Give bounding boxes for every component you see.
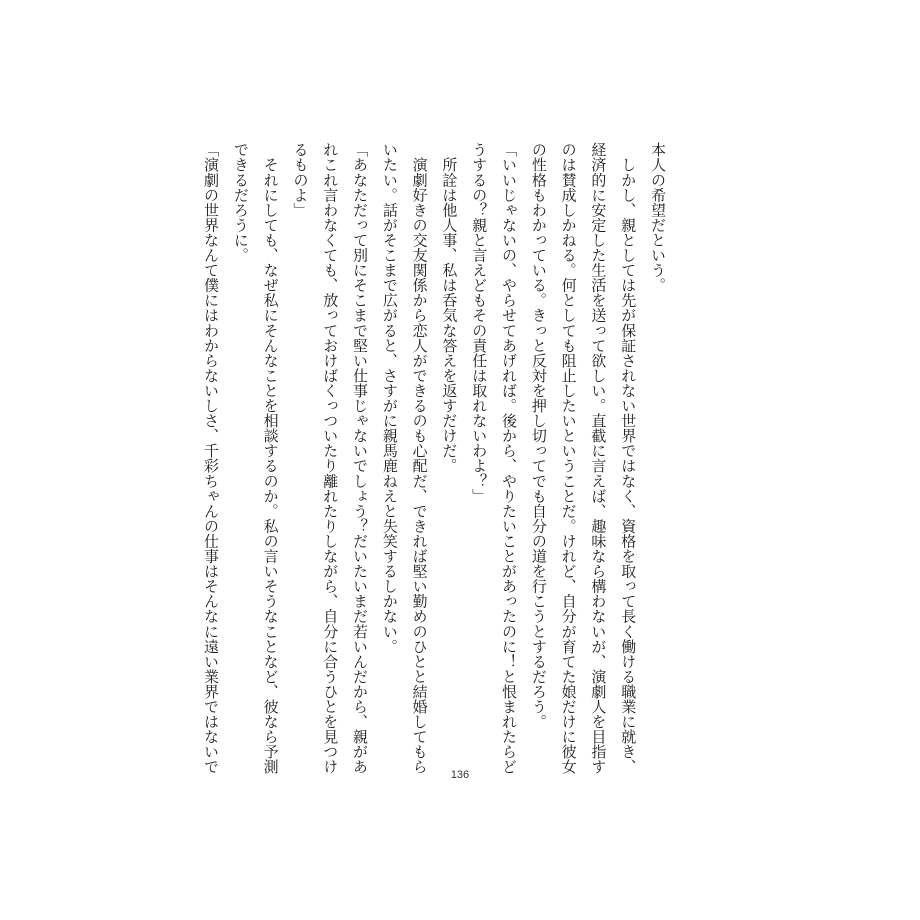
text-line: 経済的に安定した生活を送って欲しい。直截に言えば、趣味なら構わないが、演劇人を目指す (589, 142, 608, 775)
text-line: 演劇好きの交友関係から恋人ができるのも心配だ、できれば堅い勤めのひとと結婚してもら (410, 142, 429, 775)
text-line: 「いいじゃないの、やらせてあげれば。後から、やりたいことがあったのに！と恨まれたらど (500, 142, 519, 775)
text-line: それにしても、なぜ私にそんなことを相談するのか。私の言いそうなことなど、彼なら予測 (261, 142, 280, 775)
text-line: のは賛成しかねる。何としても阻止したいということだ。けれど、自分が育てた娘だけに彼女 (559, 142, 578, 775)
text-line: うするの？親と言えどもその責任は取れないわよ？」 (470, 142, 489, 504)
text-line: しかし、親としては先が保証されない世界ではなく、資格を取って長く働ける職業に就き、 (619, 142, 638, 775)
text-line: 「演劇の世界なんて僕にはわからないしさ、千彩ちゃんの仕事はそんなに遠い業界ではないで (202, 142, 221, 775)
text-line: できるだろうに。 (231, 142, 250, 263)
text-line: 「あなただって別にそこまで堅い仕事じゃないでしょう？だいたいまだ若いんだから、親があ (351, 142, 370, 775)
text-line: るものよ」 (291, 142, 310, 218)
text-line: 所詮は他人事、私は呑気な答えを返すだけだ。 (440, 142, 459, 474)
text-line: の性格もわかっている。きっと反対を押し切ってでも自分の道を行こうとするだろう。 (529, 142, 548, 729)
text-line: 本人の希望だという。 (649, 142, 667, 293)
page-number: 136 (450, 769, 470, 781)
text-line: れこれ言わなくても、放っておけばくっついたり離れたりしながら、自分に合うひとを見つけ (321, 142, 340, 775)
text-line: いたい。話がそこまで広がると、さすがに親馬鹿ねえと失笑するしかない。 (380, 142, 399, 654)
